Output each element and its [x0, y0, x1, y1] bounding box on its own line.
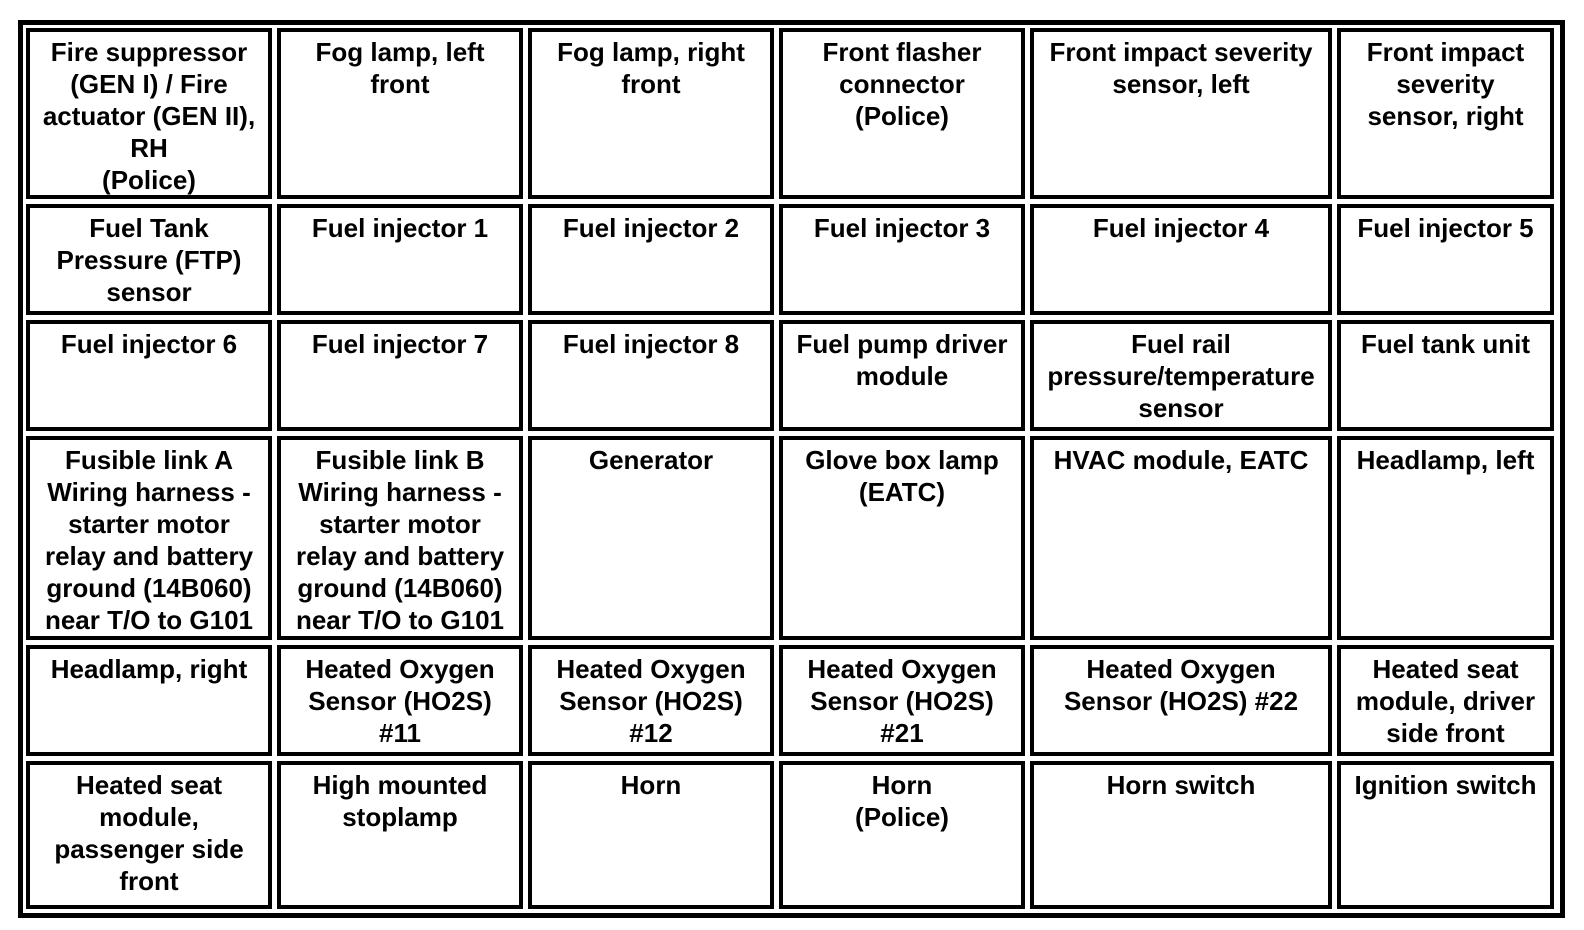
table-cell: Generator [528, 436, 774, 640]
table-cell: Horn [528, 761, 774, 909]
table-cell: Headlamp, left [1337, 436, 1554, 640]
table-cell: Fuel pump driver module [779, 320, 1025, 431]
table-cell: Fuel Tank Pressure (FTP) sensor [26, 204, 272, 315]
table-cell: Fusible link A Wiring harness - starter motor relay and battery ground (14B060) near T/O to G101 [26, 436, 272, 640]
table-cell: Heated Oxygen Sensor (HO2S) #22 [1030, 645, 1332, 756]
table-cell: Horn (Police) [779, 761, 1025, 909]
table-cell: Fuel injector 6 [26, 320, 272, 431]
table-cell: HVAC module, EATC [1030, 436, 1332, 640]
table-cell: Fuel injector 3 [779, 204, 1025, 315]
table-cell: Glove box lamp (EATC) [779, 436, 1025, 640]
table-cell: Fuel injector 5 [1337, 204, 1554, 315]
table-cell: Heated Oxygen Sensor (HO2S) #11 [277, 645, 523, 756]
table-cell: Fuel injector 8 [528, 320, 774, 431]
table-cell: Heated Oxygen Sensor (HO2S) #21 [779, 645, 1025, 756]
table-cell: Horn switch [1030, 761, 1332, 909]
table-cell: Headlamp, right [26, 645, 272, 756]
table-cell: Heated seat module, driver side front [1337, 645, 1554, 756]
table-cell: Fog lamp, left front [277, 28, 523, 199]
table-cell: High mounted stoplamp [277, 761, 523, 909]
table-grid [26, 28, 1557, 910]
table-cell: Fire suppressor (GEN I) / Fire actuator (GEN II), RH (Police) [26, 28, 272, 199]
table-cell: Fuel injector 4 [1030, 204, 1332, 315]
table-cell: Heated Oxygen Sensor (HO2S) #12 [528, 645, 774, 756]
table-cell: Ignition switch [1337, 761, 1554, 909]
table-cell: Fuel tank unit [1337, 320, 1554, 431]
table-cell: Fuel injector 2 [528, 204, 774, 315]
table-cell: Front flasher connector (Police) [779, 28, 1025, 199]
table-cell: Fuel injector 1 [277, 204, 523, 315]
table-cell: Fog lamp, right front [528, 28, 774, 199]
table-cell: Heated seat module, passenger side front [26, 761, 272, 909]
table-cell: Front impact severity sensor, right [1337, 28, 1554, 199]
table-cell: Fusible link B Wiring harness - starter motor relay and battery ground (14B060) near T/O to G101 [277, 436, 523, 640]
table-cell: Fuel rail pressure/temperature sensor [1030, 320, 1332, 431]
component-index-table [18, 20, 1565, 918]
table-cell: Fuel injector 7 [277, 320, 523, 431]
table-cell: Front impact severity sensor, left [1030, 28, 1332, 199]
